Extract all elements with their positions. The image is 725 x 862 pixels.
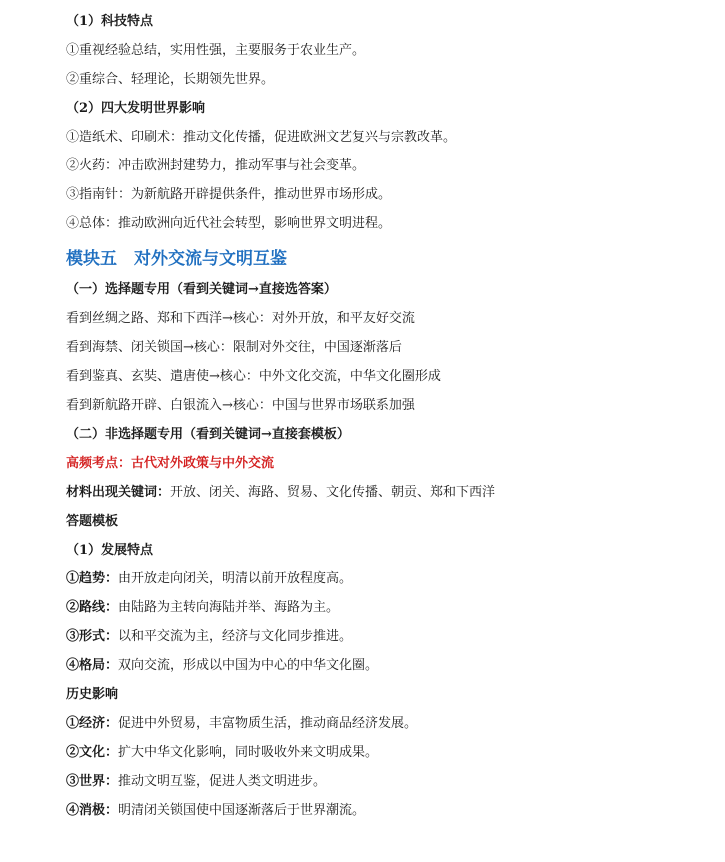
keywords-label: 材料出现关键词：: [66, 485, 171, 500]
item-label: ③世界：: [66, 774, 119, 789]
dev-item: [66, 569, 352, 589]
item-text: 由开放走向闭关，明清以前开放程度高。: [118, 571, 353, 586]
item-text: 明清闭关锁国使中国逐渐落后于世界潮流。: [118, 803, 366, 818]
item-text: 促进中外贸易，丰富物质生活，推动商品经济发展。: [118, 716, 418, 731]
item-label: ④格局：: [66, 658, 119, 673]
dev-item: [66, 627, 352, 647]
item-text: 扩大中华文化影响，同时吸收外来文明成果。: [118, 745, 379, 760]
keyword-line: 看到新航路开辟、白银流入→核心：中国与世界市场联系加强: [66, 398, 415, 413]
dev-item: [66, 656, 378, 676]
keyword-line: 看到海禁、闭关锁国→核心：限制对外交往，中国逐渐落后: [66, 340, 402, 355]
item-text: 由陆路为主转向海陆并举、海路为主。: [118, 600, 340, 615]
paragraph: ②重综合、轻理论，长期领先世界。: [66, 72, 275, 87]
item-label: ①趋势：: [66, 571, 119, 586]
item-text: 推动文明互鉴，促进人类文明进步。: [118, 774, 327, 789]
impact-heading: 历史影响: [66, 687, 119, 702]
keywords-line: [66, 483, 495, 503]
keyword-line: 看到鉴真、玄奘、遣唐使→核心：中外文化交流，中华文化圈形成: [66, 369, 441, 384]
impact-item: [66, 743, 378, 763]
item-text: 双向交流，形成以中国为中心的中华文化圈。: [118, 658, 379, 673]
item-label: ①经济：: [66, 716, 119, 731]
module-title: 模块五 对外交流与文明互鉴: [66, 249, 287, 269]
impact-item: [66, 772, 326, 792]
template-heading: 答题模板: [66, 514, 119, 529]
paragraph: ③指南针：为新航路开辟提供条件，推动世界市场形成。: [66, 187, 392, 202]
dev-item: [66, 598, 339, 618]
impact-item: [66, 714, 417, 734]
item-label: ②路线：: [66, 600, 119, 615]
paragraph: ①造纸术、印刷术：推动文化传播，促进欧洲文艺复兴与宗教改革。: [66, 130, 457, 145]
keyword-line: 看到丝绸之路、郑和下西洋→核心：对外开放，和平友好交流: [66, 311, 415, 326]
item-label: ④消极：: [66, 803, 119, 818]
section-heading-four-inventions: （2）四大发明世界影响: [66, 101, 206, 116]
hot-topic: 高频考点：古代对外政策与中外交流: [66, 456, 275, 471]
paragraph: ①重视经验总结，实用性强，主要服务于农业生产。: [66, 43, 366, 58]
keywords-text: 开放、闭关、海路、贸易、文化传播、朝贡、郑和下西洋: [170, 485, 496, 500]
subheading-multiple-choice: （一）选择题专用（看到关键词→直接选答案）: [66, 282, 337, 297]
item-label: ③形式：: [66, 629, 119, 644]
section-heading-tech-features: （1）科技特点: [66, 14, 154, 29]
impact-item: [66, 801, 365, 821]
development-heading: （1）发展特点: [66, 543, 154, 558]
paragraph: ④总体：推动欧洲向近代社会转型，影响世界文明进程。: [66, 216, 392, 231]
paragraph: ②火药：冲击欧洲封建势力，推动军事与社会变革。: [66, 158, 366, 173]
subheading-non-choice: （二）非选择题专用（看到关键词→直接套模板）: [66, 427, 350, 442]
item-label: ②文化：: [66, 745, 119, 760]
item-text: 以和平交流为主，经济与文化同步推进。: [118, 629, 353, 644]
